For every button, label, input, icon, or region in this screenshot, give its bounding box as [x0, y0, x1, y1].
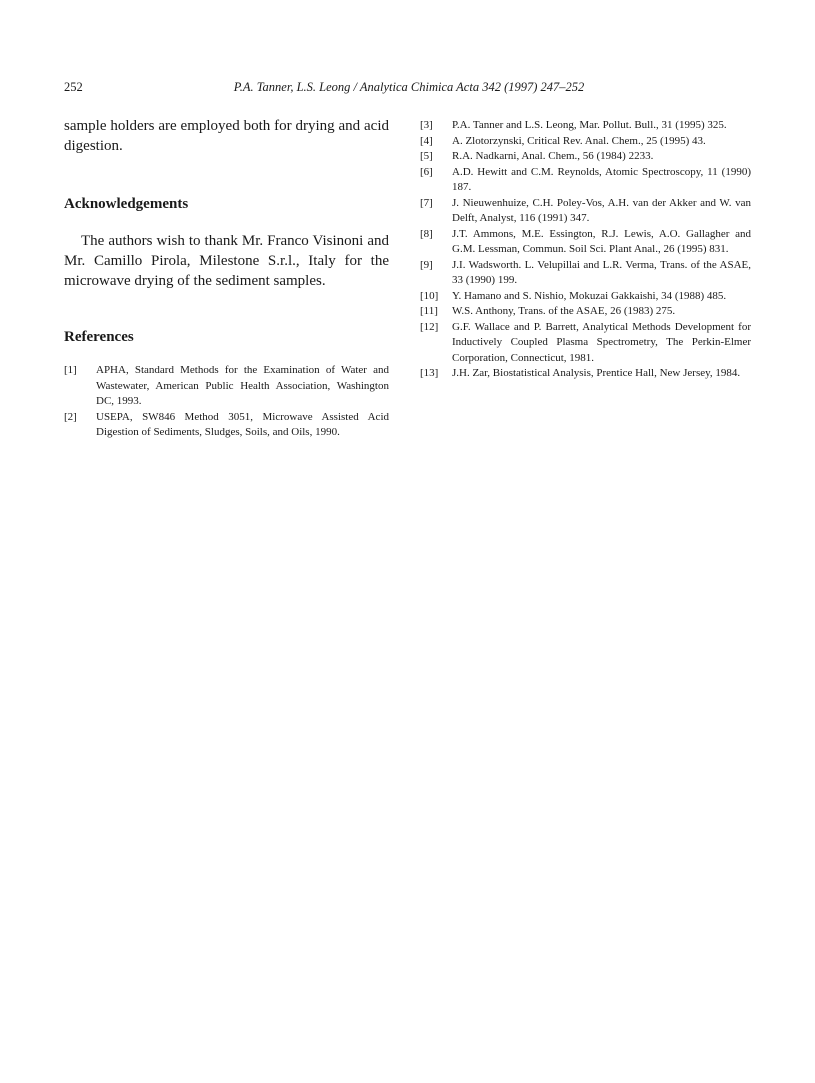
reference-item	[420, 118, 751, 134]
reference-item	[420, 196, 751, 227]
intro-paragraph: sample holders are employed both for drying and acid digestion.	[64, 118, 389, 154]
reference-item	[420, 149, 751, 165]
reference-item	[64, 410, 389, 441]
reference-number: [13]	[420, 367, 439, 379]
reference-item	[420, 304, 751, 320]
reference-item	[420, 320, 751, 367]
reference-number: [8]	[420, 227, 433, 240]
reference-number: [7]	[420, 196, 433, 209]
reference-item	[420, 134, 751, 150]
acknowledgements-text: The authors wish to thank Mr. Franco Visinoni and Mr. Camillo Pirola, Milestone S.r.l., Italy for the microwave drying of the sediment samples.	[64, 233, 389, 289]
page-header	[64, 80, 754, 100]
reference-text: A. Zlotorzynski, Critical Rev. Anal. Chem., 25 (1995) 43.	[452, 134, 706, 147]
right-column	[420, 118, 751, 382]
reference-text: R.A. Nadkarni, Anal. Chem., 56 (1984) 2233.	[452, 150, 654, 162]
reference-text: J.T. Ammons, M.E. Essington, R.J. Lewis, A.O. Gallagher and G.M. Lessman, Commun. Soil Sci. Plant Anal., 26 (1995) 831.	[452, 227, 751, 255]
reference-text: USEPA, SW846 Method 3051, Microwave Assisted Acid Digestion of Sediments, Sludges, Soils, and Oils, 1990.	[96, 410, 389, 438]
reference-list-right	[420, 118, 751, 382]
reference-item	[420, 366, 751, 382]
reference-text: G.F. Wallace and P. Barrett, Analytical Methods Development for Inductively Coupled Plasma Spectrometry, The Perkin-Elmer Corporation, Connecticut, 1981.	[452, 320, 751, 364]
reference-number: [3]	[420, 119, 433, 131]
reference-item	[420, 289, 751, 305]
left-column	[64, 116, 389, 441]
reference-number: [4]	[420, 134, 433, 147]
reference-item	[420, 165, 751, 196]
reference-number: [2]	[64, 410, 77, 423]
running-head: P.A. Tanner, L.S. Leong / Analytica Chimica Acta 342 (1997) 247–252	[233, 80, 585, 94]
reference-item	[420, 227, 751, 258]
reference-item	[420, 258, 751, 289]
page-number: 252	[64, 80, 83, 94]
reference-text: A.D. Hewitt and C.M. Reynolds, Atomic Spectroscopy, 11 (1990) 187.	[452, 165, 751, 193]
reference-text: P.A. Tanner and L.S. Leong, Mar. Pollut. Bull., 31 (1995) 325.	[452, 119, 727, 131]
reference-item	[64, 363, 389, 410]
reference-number: [12]	[420, 320, 439, 333]
reference-number: [5]	[420, 150, 433, 162]
reference-text: J.H. Zar, Biostatistical Analysis, Prentice Hall, New Jersey, 1984.	[452, 367, 741, 379]
reference-number: [6]	[420, 165, 433, 178]
reference-text: Y. Hamano and S. Nishio, Mokuzai Gakkaishi, 34 (1988) 485.	[452, 289, 727, 302]
reference-text: W.S. Anthony, Trans. of the ASAE, 26 (1983) 275.	[452, 305, 676, 317]
reference-list-left	[64, 363, 389, 441]
reference-text: J. Nieuwenhuize, C.H. Poley-Vos, A.H. van der Akker and W. van Delft, Analyst, 116 (1991) 347.	[452, 196, 751, 224]
references-title: References	[64, 329, 134, 345]
reference-number: [10]	[420, 289, 439, 302]
reference-number: [1]	[64, 364, 77, 376]
reference-number: [11]	[420, 305, 438, 317]
acknowledgements-title: Acknowledgements	[64, 196, 189, 212]
reference-number: [9]	[420, 258, 433, 271]
reference-text: J.I. Wadsworth. L. Velupillai and L.R. Verma, Trans. of the ASAE, 33 (1990) 199.	[452, 258, 751, 286]
reference-text: APHA, Standard Methods for the Examination of Water and Wastewater, American Public Health Association, Washington DC, 1993.	[96, 364, 389, 407]
